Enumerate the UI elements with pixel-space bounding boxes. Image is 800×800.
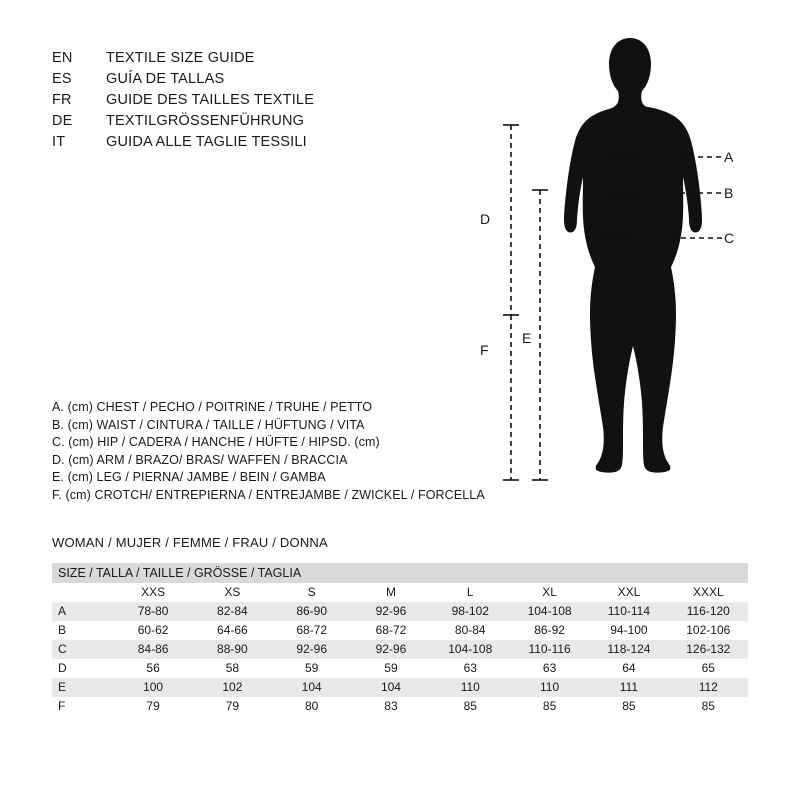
table-row xyxy=(52,602,748,621)
cell-a-s: 86-90 xyxy=(272,602,351,621)
legend-line-a: A. (cm) CHEST / PECHO / POITRINE / TRUHE / PETTO xyxy=(52,400,373,414)
cell-e-m: 104 xyxy=(351,678,430,697)
marker-label-f: F xyxy=(480,342,489,358)
cell-a-m: 92-96 xyxy=(351,602,430,621)
cell-e-xxxl: 112 xyxy=(669,678,748,697)
cell-b-m: 68-72 xyxy=(351,621,430,640)
cell-c-xl: 110-116 xyxy=(510,640,589,659)
cell-b-l: 80-84 xyxy=(431,621,510,640)
cell-b-xs: 64-66 xyxy=(193,621,272,640)
table-title-row xyxy=(52,563,748,583)
cell-b-xxs: 60-62 xyxy=(113,621,192,640)
row-label-f: F xyxy=(52,697,113,716)
cell-d-xs: 58 xyxy=(193,659,272,678)
row-label-b: B xyxy=(52,621,113,640)
female-silhouette xyxy=(564,38,702,473)
language-row xyxy=(52,134,472,155)
marker-label-b: B xyxy=(724,185,734,201)
column-header-blank xyxy=(52,583,113,602)
table-row xyxy=(52,659,748,678)
language-row xyxy=(52,92,472,113)
marker-label-d: D xyxy=(480,211,491,227)
language-title-es: GUÍA DE TALLAS xyxy=(106,71,225,87)
cell-c-s: 92-96 xyxy=(272,640,351,659)
column-header-m: M xyxy=(351,583,430,602)
table-column-header-row xyxy=(52,583,748,602)
cell-f-xxl: 85 xyxy=(589,697,668,716)
table-row xyxy=(52,640,748,659)
cell-c-xxxl: 126-132 xyxy=(669,640,748,659)
arm-bracket xyxy=(503,125,519,315)
legend-line-b: B. (cm) WAIST / CINTURA / TAILLE / HÜFTUNG / VITA xyxy=(52,417,365,432)
language-code-it: IT xyxy=(52,134,66,150)
cell-a-xxl: 110-114 xyxy=(589,602,668,621)
cell-e-xs: 102 xyxy=(193,678,272,697)
cell-a-xs: 82-84 xyxy=(193,602,272,621)
cell-d-xxl: 64 xyxy=(589,659,668,678)
cell-f-xl: 85 xyxy=(510,697,589,716)
language-row xyxy=(52,71,472,92)
legend-line-e: E. (cm) LEG / PIERNA/ JAMBE / BEIN / GAMBA xyxy=(52,470,326,484)
legend-line-f: F. (cm) CROTCH/ ENTREPIERNA / ENTREJAMBE / ZWICKEL / FORCELLA xyxy=(52,487,485,502)
cell-d-s: 59 xyxy=(272,659,351,678)
language-title-block xyxy=(52,50,472,155)
cell-c-xxs: 84-86 xyxy=(113,640,192,659)
cell-c-m: 92-96 xyxy=(351,640,430,659)
row-label-d: D xyxy=(52,659,113,678)
cell-d-xl: 63 xyxy=(510,659,589,678)
cell-f-xxxl: 85 xyxy=(669,697,748,716)
table-row xyxy=(52,678,748,697)
cell-d-l: 63 xyxy=(431,659,510,678)
column-header-xs: XS xyxy=(193,583,272,602)
language-title-de: TEXTILGRÖSSENFÜHRUNG xyxy=(106,113,305,129)
cell-b-s: 68-72 xyxy=(272,621,351,640)
cell-a-xxs: 78-80 xyxy=(113,602,192,621)
column-header-xxs: XXS xyxy=(113,583,192,602)
cell-f-m: 83 xyxy=(351,697,430,716)
language-title-it: GUIDA ALLE TAGLIE TESSILI xyxy=(106,134,307,150)
cell-a-xxxl: 116-120 xyxy=(669,602,748,621)
row-label-a: A xyxy=(52,602,113,621)
row-label-c: C xyxy=(52,640,113,659)
cell-e-l: 110 xyxy=(431,678,510,697)
language-code-es: ES xyxy=(52,71,72,87)
legend-block xyxy=(52,400,522,505)
cell-b-xl: 86-92 xyxy=(510,621,589,640)
column-header-xl: XL xyxy=(510,583,589,602)
language-code-de: DE xyxy=(52,113,73,129)
cell-c-xs: 88-90 xyxy=(193,640,272,659)
language-title-fr: GUIDE DES TAILLES TEXTILE xyxy=(106,92,315,108)
column-header-xxxl: XXXL xyxy=(669,583,748,602)
cell-b-xxl: 94-100 xyxy=(589,621,668,640)
cell-b-xxxl: 102-106 xyxy=(669,621,748,640)
cell-e-s: 104 xyxy=(272,678,351,697)
language-code-en: EN xyxy=(52,50,73,66)
leg-bracket xyxy=(532,190,548,480)
cell-d-m: 59 xyxy=(351,659,430,678)
size-table xyxy=(52,563,748,716)
table-title: SIZE / TALLA / TAILLE / GRÖSSE / TAGLIA xyxy=(52,563,748,583)
marker-label-a: A xyxy=(724,149,734,165)
language-row xyxy=(52,50,472,71)
cell-f-xs: 79 xyxy=(193,697,272,716)
cell-c-xxl: 118-124 xyxy=(589,640,668,659)
cell-f-s: 80 xyxy=(272,697,351,716)
legend-line-c: C. (cm) HIP / CADERA / HANCHE / HÜFTE / HIPSD. (cm) xyxy=(52,435,380,449)
cell-a-l: 98-102 xyxy=(431,602,510,621)
cell-a-xl: 104-108 xyxy=(510,602,589,621)
cell-e-xl: 110 xyxy=(510,678,589,697)
cell-f-xxs: 79 xyxy=(113,697,192,716)
cell-c-l: 104-108 xyxy=(431,640,510,659)
cell-e-xxs: 100 xyxy=(113,678,192,697)
language-title-en: TEXTILE SIZE GUIDE xyxy=(106,50,255,66)
legend-line-d: D. (cm) ARM / BRAZO/ BRAS/ WAFFEN / BRACCIA xyxy=(52,452,348,467)
language-code-fr: FR xyxy=(52,92,72,108)
marker-label-c: C xyxy=(724,230,735,246)
table-row xyxy=(52,697,748,716)
cell-f-l: 85 xyxy=(431,697,510,716)
column-header-s: S xyxy=(272,583,351,602)
cell-d-xxxl: 65 xyxy=(669,659,748,678)
row-label-e: E xyxy=(52,678,113,697)
column-header-xxl: XXL xyxy=(589,583,668,602)
cell-e-xxl: 111 xyxy=(589,678,668,697)
column-header-l: L xyxy=(431,583,510,602)
language-row xyxy=(52,113,472,134)
gender-label: WOMAN / MUJER / FEMME / FRAU / DONNA xyxy=(52,535,328,550)
marker-label-e: E xyxy=(522,330,532,346)
table-row xyxy=(52,621,748,640)
cell-d-xxs: 56 xyxy=(113,659,192,678)
